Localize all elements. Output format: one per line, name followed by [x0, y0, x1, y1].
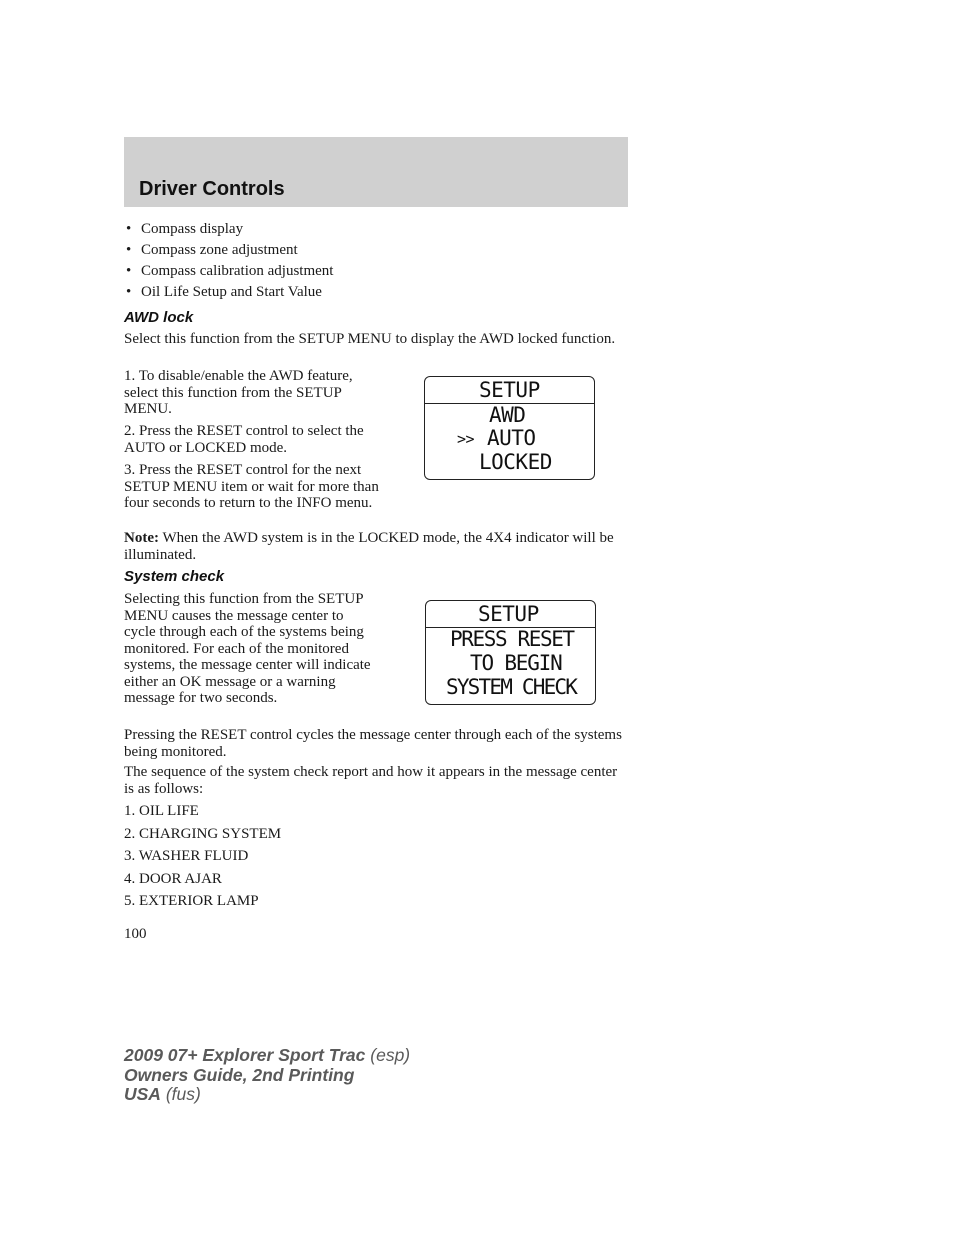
- note-label: Note:: [124, 530, 159, 546]
- section-title: Driver Controls: [139, 178, 285, 200]
- awd-note: [124, 530, 628, 563]
- system-check-item: 1. OIL LIFE: [124, 803, 199, 819]
- display-title: SETUP: [479, 378, 540, 402]
- footer-market-code: (fus): [160, 1084, 201, 1104]
- display-line-system-check: SYSTEM CHECK: [446, 675, 577, 699]
- footer-model: 2009 07+ Explorer Sport Trac: [124, 1045, 366, 1065]
- awd-intro-paragraph: Select this function from the SETUP MENU to display the AWD locked function.: [124, 331, 616, 347]
- display-title: SETUP: [478, 602, 539, 626]
- footer-line-3: [124, 1085, 410, 1105]
- bullet-item: • Compass calibration adjustment: [124, 263, 624, 284]
- selection-pointer-icon: >>: [457, 430, 475, 448]
- system-check-intro: Selecting this function from the SETUP MENU causes the message center to cycle through each of the systems being monitored. For each of the monitored systems, the message center will indicate either an OK message or a warning message for two seconds.: [124, 591, 371, 706]
- system-check-message-center-display: [425, 600, 596, 705]
- display-line-awd: AWD: [489, 403, 526, 427]
- system-check-item: 3. WASHER FLUID: [124, 848, 249, 864]
- display-line-auto: AUTO: [487, 426, 536, 450]
- system-check-item: 4. DOOR AJAR: [124, 871, 222, 887]
- bullet-item: • Compass display: [124, 221, 624, 242]
- note-text: When the AWD system is in the LOCKED mode, the 4X4 indicator will be illuminated.: [124, 530, 614, 563]
- system-check-paragraph-2: Pressing the RESET control cycles the message center through each of the systems being monitored.: [124, 727, 622, 760]
- system-check-heading: System check: [124, 568, 225, 585]
- system-check-paragraph-3: The sequence of the system check report and how it appears in the message center is as follows:: [124, 764, 618, 797]
- footer-edition: Owners Guide, 2nd Printing: [124, 1064, 355, 1085]
- system-check-item: 2. CHARGING SYSTEM: [124, 826, 282, 842]
- bullet-item: • Oil Life Setup and Start Value: [124, 284, 624, 305]
- footer-line-1: [124, 1046, 410, 1066]
- footer-line-2: [124, 1066, 410, 1086]
- footer-model-code: (esp): [365, 1045, 411, 1065]
- bullet-item: • Compass zone adjustment: [124, 242, 624, 263]
- awd-lock-heading: AWD lock: [124, 309, 194, 326]
- awd-message-center-display: [424, 376, 595, 480]
- document-footer: [124, 1046, 410, 1105]
- awd-step-2: 2. Press the RESET control to select the AUTO or LOCKED mode.: [124, 423, 364, 456]
- display-line-to-begin: TO BEGIN: [470, 651, 562, 675]
- awd-step-3: 3. Press the RESET control for the next SETUP MENU item or wait for more than four seconds to return to the INFO menu.: [124, 462, 379, 511]
- display-line-locked: LOCKED: [479, 450, 552, 474]
- footer-market: USA: [124, 1084, 161, 1104]
- system-check-item: 5. EXTERIOR LAMP: [124, 893, 259, 909]
- display-line-press-reset: PRESS RESET: [450, 627, 574, 651]
- page-number: 100: [124, 926, 147, 942]
- awd-step-1: 1. To disable/enable the AWD feature, select this function from the SETUP MENU.: [124, 368, 353, 417]
- feature-bullet-list: [124, 221, 624, 305]
